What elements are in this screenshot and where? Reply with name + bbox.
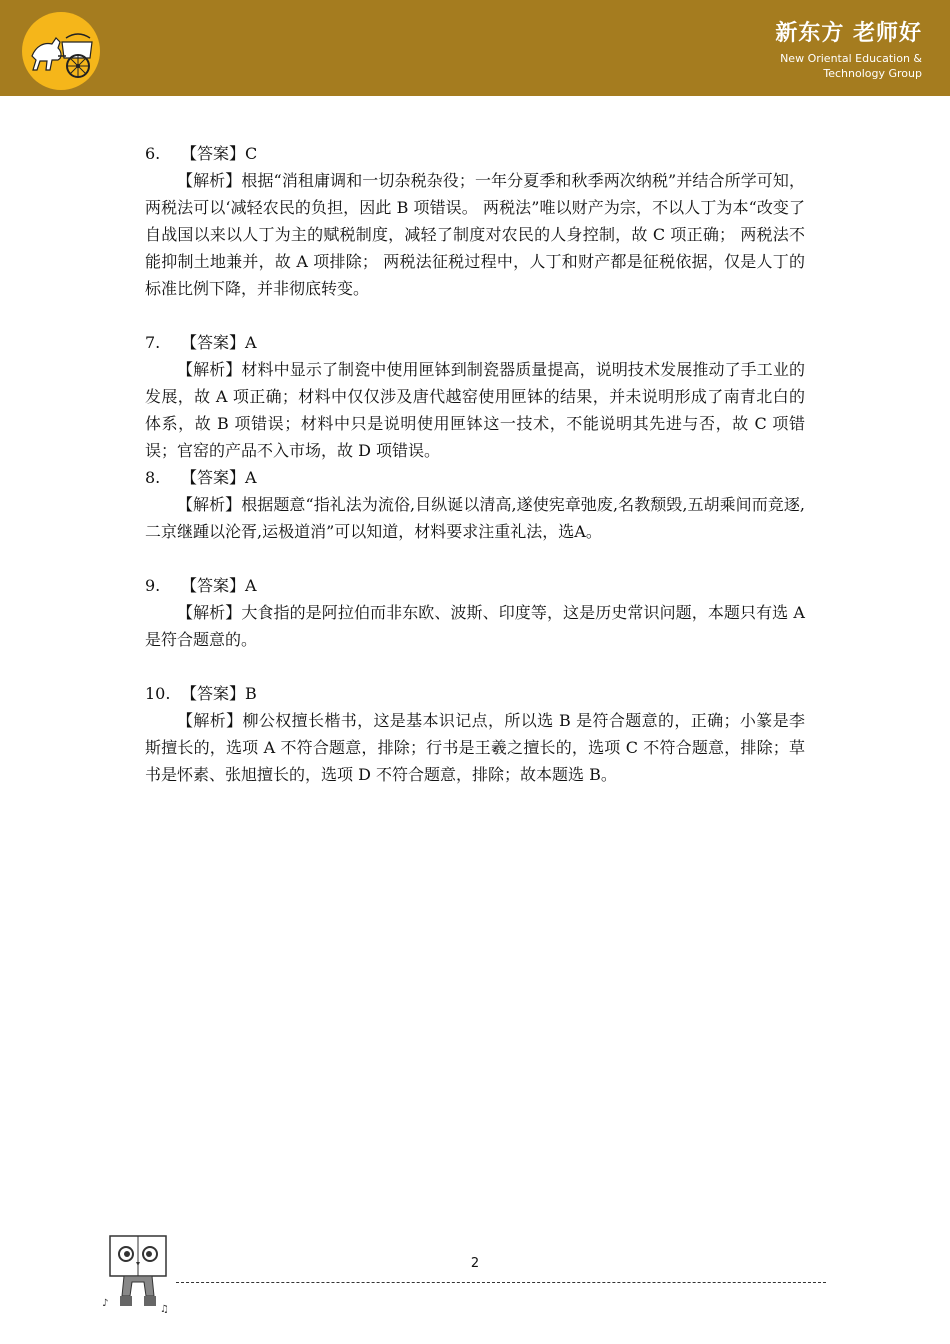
answer-tag: 【答案】 xyxy=(181,576,246,595)
brand-name-en xyxy=(780,51,922,81)
question-number: 9. xyxy=(145,576,161,595)
question-number: 10. xyxy=(145,684,171,703)
svg-text:♫: ♫ xyxy=(160,1304,169,1315)
question-number: 8. xyxy=(145,468,161,487)
question-head xyxy=(145,572,805,599)
answer-tag: 【答案】 xyxy=(181,144,246,163)
question-number: 7. xyxy=(145,333,161,352)
brand-en-line2: Technology Group xyxy=(823,67,922,80)
analysis-text: 【解析】根据题意“指礼法为流俗,目纵诞以清高,遂使宪章弛废,名教颓毁,五胡乘间而竞逐,二京继踵以沦胥,运极道消”可以知道，材料要求注重礼法，选A。 xyxy=(145,495,805,541)
analysis-text: 【解析】材料中显示了制瓷中使用匣钵到制瓷器质量提高，说明技术发展推动了手工业的发展，故 A 项正确；材料中仅仅涉及唐代越窑使用匣钵的结果，并未说明形成了南青北白的体系，故 B 项错误；材料中只是说明使用匣钵这一技术，不能说明其先进与否，故 C 项错误；官窑的产品不入市场，故 D 项错误。 xyxy=(145,360,805,460)
answer-item-10 xyxy=(145,680,805,788)
analysis-text: 【解析】大食指的是阿拉伯而非东欧、波斯、印度等，这是历史常识问题，本题只有选 A 是符合题意的。 xyxy=(145,603,805,649)
answer-letter: A xyxy=(245,333,257,352)
question-head xyxy=(145,464,805,491)
answer-item-8 xyxy=(145,464,805,545)
horse-carriage-icon xyxy=(22,12,100,90)
page-number: 2 xyxy=(470,1256,480,1271)
answer-letter: B xyxy=(245,684,257,703)
analysis-text: 【解析】根据“消租庸调和一切杂税杂役；一年分夏季和秋季两次纳税”并结合所学可知，两税法可以‘减轻农民的负担，因此 B 项错误。 两税法”唯以财产为宗，不以人丁为本“改变了自战国以来以人丁为主的赋税制度，减轻了制度对农民的人身控制，故 C 项正确； 两税法不能抑制土地兼并，故 A 项排除； 两税法征税过程中，人丁和财产都是征税依据，仅是人丁的标准比例下降，并非彻底转变。 xyxy=(145,171,805,298)
answer-item-9 xyxy=(145,572,805,653)
owl-book-mascot-icon xyxy=(100,1232,172,1316)
answer-tag: 【答案】 xyxy=(181,468,246,487)
question-head xyxy=(145,329,805,356)
question-head xyxy=(145,680,805,707)
analysis-text: 【解析】柳公权擅长楷书，这是基本识记点，所以选 B 是符合题意的，正确；小篆是李斯擅长的，选项 A 不符合题意，排除；行书是王羲之擅长的，选项 C 不符合题意，排除；草书是怀素、张旭擅长的，选项 D 不符合题意，排除；故本题选 B。 xyxy=(145,711,805,784)
answer-letter: C xyxy=(245,144,258,163)
brand-name-cn: 新东方 老师好 xyxy=(775,21,922,46)
footer-divider xyxy=(176,1282,826,1283)
answer-item-7 xyxy=(145,329,805,464)
question-head xyxy=(145,140,805,167)
answer-tag: 【答案】 xyxy=(181,684,246,703)
question-number: 6. xyxy=(145,144,161,163)
answer-letter: A xyxy=(245,468,257,487)
answer-list xyxy=(145,140,805,788)
answer-item-6 xyxy=(145,140,805,302)
svg-text:♪: ♪ xyxy=(102,1298,109,1309)
page-header xyxy=(0,0,950,96)
brand-en-line1: New Oriental Education & xyxy=(780,52,922,65)
answer-letter: A xyxy=(245,576,257,595)
answer-tag: 【答案】 xyxy=(181,333,246,352)
